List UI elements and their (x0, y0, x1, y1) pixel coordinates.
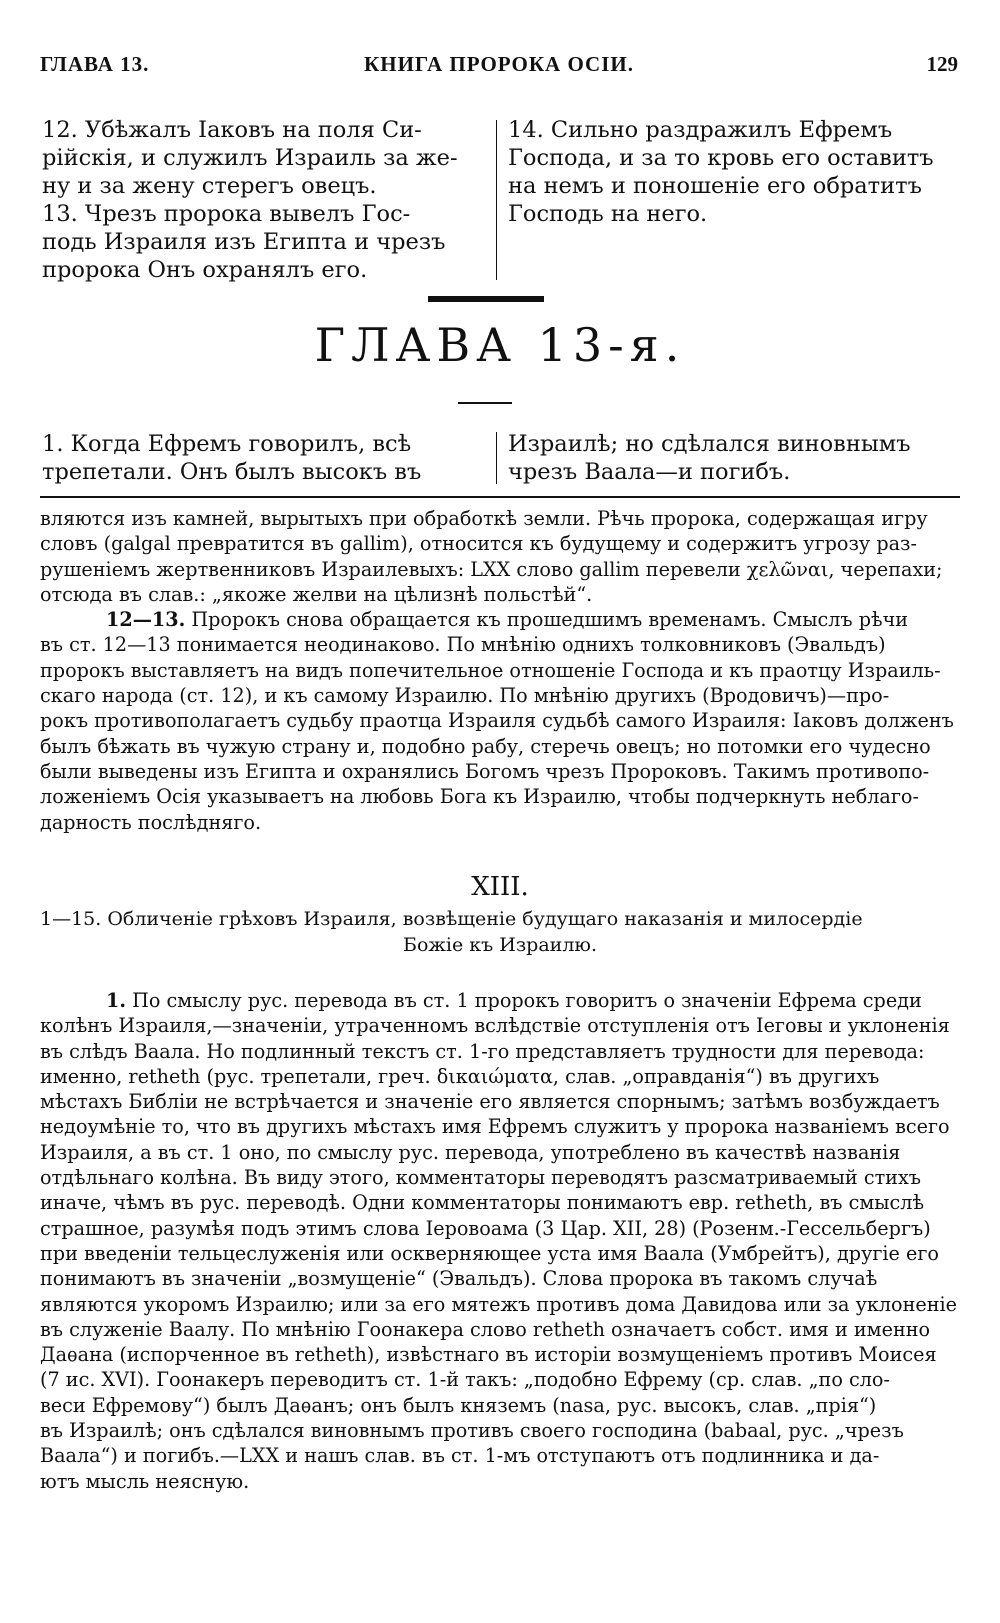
commentary-line: ютъ мысль неясную. (40, 1469, 250, 1493)
section-separator-thick (428, 296, 544, 302)
commentary-line: скаго народа (ст. 12), и къ самому Израилю. По мнѣнію другихъ (Вродовичъ)—про- (40, 684, 890, 708)
running-head-chapter: ГЛАВА 13. (40, 52, 150, 76)
verse-line: трепетали. Онъ былъ высокъ въ (42, 459, 422, 485)
commentary-line: въ слѣдъ Ваала. Но подлинный текстъ ст. 1-го представляетъ трудности для перевода: (40, 1039, 925, 1063)
commentary-line: въ Израилѣ; онъ сдѣлался виновнымъ противъ своего господина (babaal, рус. „чрезъ (40, 1419, 904, 1443)
verse-reference: 12—13. (106, 608, 186, 632)
verses-chapter-13-block (42, 430, 958, 490)
commentary-line: колѣнъ Израиля,—значеніи, утраченномъ вслѣдствіе отступленія отъ Іеговы и уклоненія (40, 1014, 950, 1038)
verse-line: подь Израиля изъ Египта и чрезъ (42, 229, 446, 255)
verse-line: Господь на него. (508, 201, 708, 227)
commentary-paragraph-start (40, 607, 960, 632)
commentary-line: въ ст. 12—13 понимается неодинаково. По мнѣнію однихъ толковниковъ (Эвальдъ) (40, 633, 886, 657)
verse-line: 13. Чрезъ пророка вывелъ Гос- (42, 201, 411, 227)
column-divider (496, 432, 497, 484)
running-head (40, 52, 958, 82)
verse-column-right (508, 116, 958, 228)
commentary-line: Даѳана (испорченное въ retheth), извѣстнаго въ исторіи возмущеніемъ противъ Моисея (40, 1343, 937, 1367)
commentary-block (40, 506, 960, 835)
section-subtitle-line: Божіе къ Израилю. (403, 934, 597, 956)
page-number: 129 (926, 52, 958, 76)
commentary-line: рушеніемъ жертвенниковъ Израилевыхъ: LXX слово gallim перевели χελῶναι, черепахи; (40, 557, 943, 581)
commentary-line: были выведены изъ Египта и охранялись Богомъ чрезъ Пророковъ. Такимъ противопо- (40, 759, 930, 783)
commentary-line: въ служеніе Ваалу. По мнѣнію Гоонакера слово retheth означаетъ собст. имя и именно (40, 1317, 931, 1341)
commentary-text: По смыслу рус. перевода въ ст. 1 пророкъ говоритъ о значеніи Ефрема среди (132, 989, 922, 1012)
commentary-line: Израиля, а въ ст. 1 оно, по смыслу рус. перевода, употреблено въ качествѣ названія (40, 1140, 901, 1164)
running-head-book-title: КНИГА ПРОРОКА ОСІИ. (364, 52, 634, 76)
commentary-line: рокъ противополагаетъ судьбу праотца Израиля судьбѣ самого Израиля: Іаковъ долженъ (40, 709, 954, 733)
verse-line: чрезъ Ваала—и погибъ. (508, 459, 791, 485)
text-commentary-divider (40, 496, 960, 498)
commentary-line: пророкъ выставляетъ на видъ попечительное отношеніе Господа и къ праотцу Израиль- (40, 658, 941, 682)
verse-reference: 1. (106, 989, 127, 1012)
verse-line: Господа, и за то кровь его оставитъ (508, 145, 934, 171)
commentary-line: дарность послѣдняго. (40, 810, 262, 834)
commentary-text: Пророкъ снова обращается къ прошедшимъ временамъ. Смыслъ рѣчи (191, 608, 909, 632)
verse-line: 14. Сильно раздражилъ Ефремъ (508, 117, 893, 143)
commentary-line: являются укоромъ Израилю; или за его мятежъ противъ дома Давидова или за уклоненіе (40, 1292, 958, 1316)
commentary-block (40, 988, 960, 1494)
verse-line: пророка Онъ охранялъ его. (42, 257, 368, 283)
chapter-title: ГЛАВА 13-я. (314, 318, 686, 372)
commentary-line: отдѣльнаго колѣна. Въ виду этого, комментаторы переводятъ разсматриваемый стихъ (40, 1166, 921, 1190)
section-roman-numeral: XIII. (471, 872, 529, 902)
commentary-line: Ваала“) и погибъ.—LXX и нашъ слав. въ ст. 1-мъ отступаютъ отъ подлинника и да- (40, 1444, 880, 1468)
commentary-line: веси Ефремову“) былъ Даѳанъ; онъ былъ княземъ (nasa, рус. высокъ, слав. „прія“) (40, 1393, 877, 1417)
commentary-line: при введеніи тельцеслуженія или оскверняющее уста имя Ваала (Умбрейтъ), другіе его (40, 1241, 939, 1265)
section-subtitle (40, 906, 960, 958)
commentary-line: страшное, разумѣя подъ этимъ слова Іеровоама (3 Цар. XII, 28) (Розенм.-Гессельбергъ) (40, 1216, 931, 1240)
commentary-line: отсюда въ слав.: „якоже желви на цѣлизнѣ польстѣй“. (40, 582, 593, 606)
verse-line: ну и за жену стерегъ овецъ. (42, 173, 377, 199)
commentary-line: мѣстахъ Библіи не встрѣчается и значеніе его является спорнымъ; затѣмъ возбуждаетъ (40, 1090, 940, 1114)
commentary-line: словъ (galgal превратится въ gallim), относится къ будущему и содержитъ угрозу раз- (40, 532, 917, 556)
verse-line: Израилѣ; но сдѣлался виновнымъ (508, 431, 911, 457)
commentary-line: недоумѣніе то, что въ другихъ мѣстахъ имя Ефремъ служитъ у пророка названіемъ всего (40, 1115, 950, 1139)
section-subtitle-line: 1—15. Обличеніе грѣховъ Израиля, возвѣщеніе будущаго наказанія и милосердіе (40, 908, 863, 930)
commentary-paragraph-start (40, 988, 960, 1013)
commentary-line: вляются изъ камней, вырытыхъ при обработкѣ земли. Рѣчь пророка, содержащая игру (40, 507, 928, 530)
commentary-line: былъ бѣжать въ чужую страну и, подобно рабу, стеречь овецъ; но потомки его чудесно (40, 734, 931, 758)
commentary-line: именно, retheth (рус. трепетали, греч. δικαιώματα, слав. „оправданія“) въ другихъ (40, 1064, 880, 1088)
verse-line: на немъ и поношеніе его обратитъ (508, 173, 922, 199)
commentary-line: понимаютъ въ значеніи „возмущеніе“ (Эвальдъ). Слова пророка въ такомъ случаѣ (40, 1267, 878, 1291)
verse-line: 1. Когда Ефремъ говорилъ, всѣ (42, 431, 412, 457)
commentary-line: иначе, чѣмъ въ рус. переводѣ. Одни комментаторы понимаютъ евр. retheth, въ смыслѣ (40, 1191, 925, 1215)
verse-column-left (42, 430, 488, 486)
verse-line: 12. Убѣжалъ Іаковъ на поля Си- (42, 117, 422, 143)
column-divider (496, 120, 497, 280)
commentary-line: ложеніемъ Осія указываетъ на любовь Бога къ Израилю, чтобы подчеркнуть неблаго- (40, 785, 919, 809)
commentary-line: (7 ис. XVI). Гоонакеръ переводитъ ст. 1-й такъ: „подобно Ефрему (ср. слав. „по сло- (40, 1368, 890, 1392)
section-separator-thin (458, 402, 512, 404)
verses-top-block (42, 116, 958, 286)
verse-column-left (42, 116, 488, 284)
verse-line: рійскія, и служилъ Израиль за же- (42, 145, 458, 171)
verse-column-right (508, 430, 958, 486)
